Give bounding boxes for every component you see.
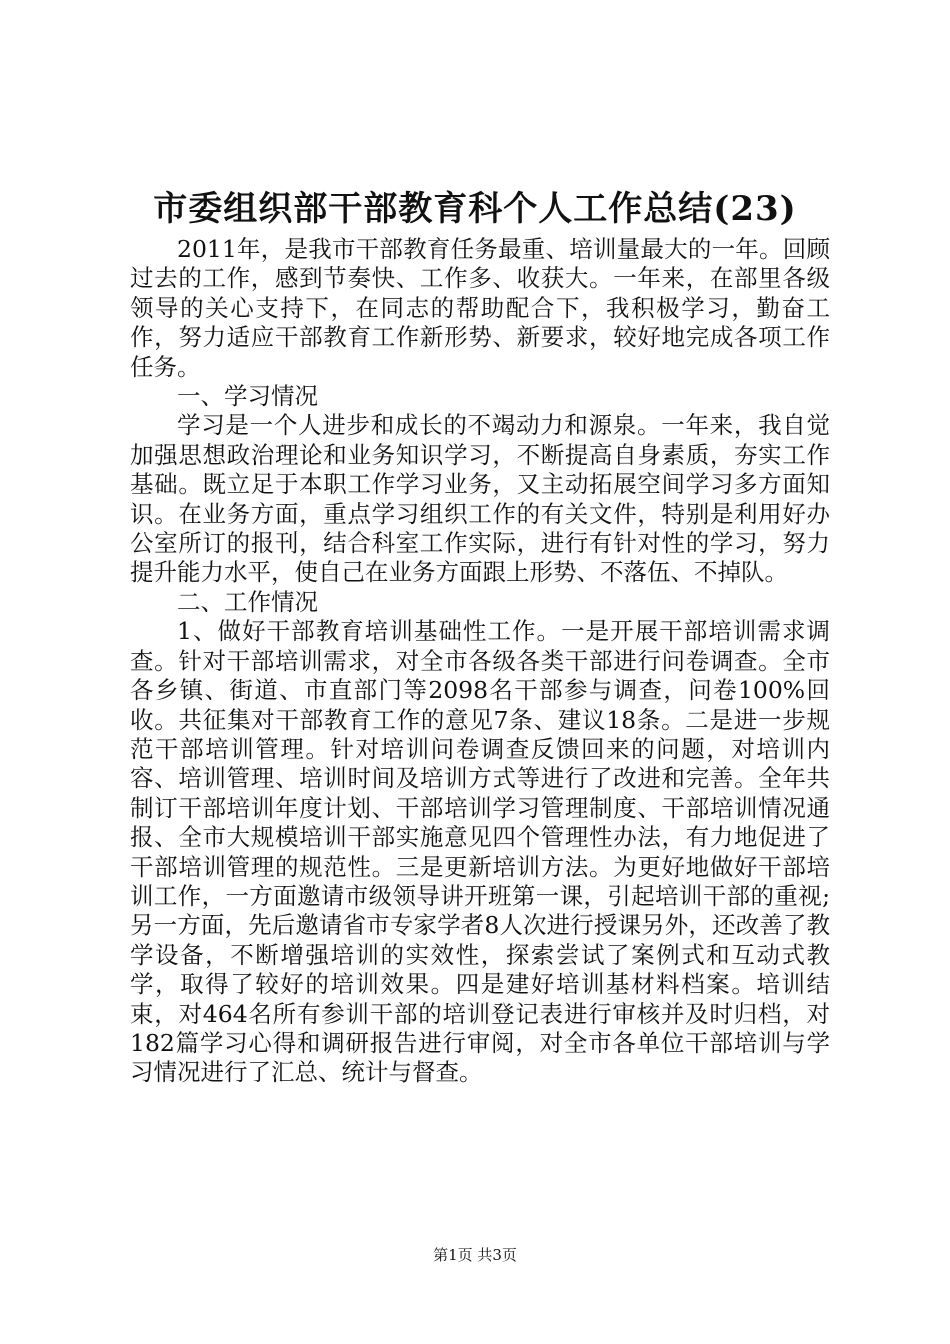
paragraph-intro: 2011年，是我市干部教育任务最重、培训量最大的一年。回顾过去的工作，感到节奏快、工作多、收获大。一年来，在部里各级领导的关心支持下，在同志的帮助配合下，我积极学习，勤奋工作，努力适应干部教育工作新形势、新要求，较好地完成各项工作任务。 [130, 235, 830, 381]
paragraph-study: 学习是一个人进步和成长的不竭动力和源泉。一年来，我自觉加强思想政治理论和业务知识学习，不断提高自身素质，夯实工作基础。既立足于本职工作学习业务，又主动拓展空间学习多方面知识。在业务方面，重点学习组织工作的有关文件，特别是利用好办公室所订的报刊，结合科室工作实际，进行有针对性的学习，努力提升能力水平，使自己在业务方面跟上形势、不落伍、不掉队。 [130, 411, 830, 587]
document-title: 市委组织部干部教育科个人工作总结(23) [153, 189, 797, 229]
paragraph-work: 1、做好干部教育培训基础性工作。一是开展干部培训需求调查。针对干部培训需求，对全市各级各类干部进行问卷调查。全市各乡镇、街道、市直部门等2098名干部参与调查，问卷100%回收。共征集对干部教育工作的意见7条、建议18条。二是进一步规范干部培训管理。针对培训问卷调查反馈回来的问题，对培训内容、培训管理、培训时间及培训方式等进行了改进和完善。全年共制订干部培训年度计划、干部培训学习管理制度、干部培训情况通报、全市大规模培训干部实施意见四个管理性办法，有力地促进了干部培训管理的规范性。三是更新培训方法。为更好地做好干部培训工作，一方面邀请市级领导讲开班第一课，引起培训干部的重视;另一方面，先后邀请省市专家学者8人次进行授课另外，还改善了教学设备，不断增强培训的实效性，探索尝试了案例式和互动式教学，取得了较好的培训效果。四是建好培训基材料档案。培训结束，对464名所有参训干部的培训登记表进行审核并及时归档，对182篇学习心得和调研报告进行审阅，对全市各单位干部培训与学习情况进行了汇总、统计与督查。 [130, 617, 830, 1087]
section-heading-work: 二、工作情况 [177, 587, 318, 616]
section-heading-study: 一、学习情况 [177, 382, 318, 411]
page-number-footer: 第1页 共3页 [433, 1246, 517, 1264]
document-body [130, 235, 830, 1088]
